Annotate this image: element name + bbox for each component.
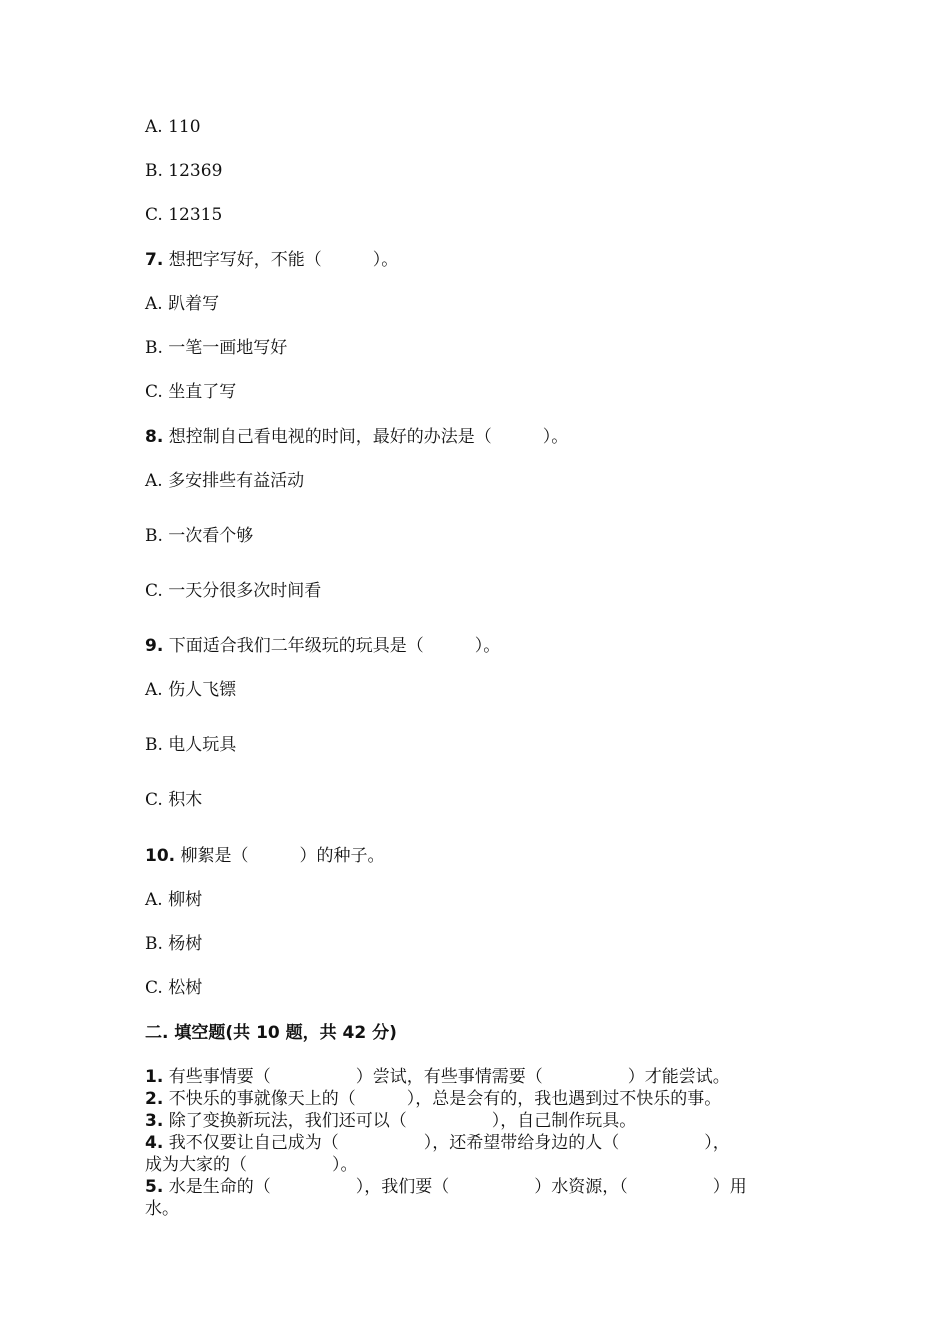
question-9	[145, 635, 500, 657]
fill-item-4	[145, 1132, 730, 1154]
q10-option-a: A. 柳树	[145, 890, 203, 910]
item-text: 我不仅要让自己成为（ ），还希望带给身边的人（ ），	[168, 1133, 730, 1153]
fill-item-2	[145, 1088, 721, 1110]
item-text: 有些事情要（ ）尝试，有些事情需要（ ）才能尝试。	[168, 1067, 730, 1087]
q7-option-c: C. 坐直了写	[145, 382, 237, 402]
q6-option-b: B. 12369	[145, 161, 223, 181]
question-number: 10.	[145, 846, 176, 866]
q6-option-a: A. 110	[145, 117, 201, 137]
question-number: 9.	[145, 636, 164, 656]
question-text: 想控制自己看电视的时间，最好的办法是（ ）。	[168, 427, 569, 447]
question-10	[145, 845, 385, 867]
fill-item-4-continuation: 成为大家的（ ）。	[145, 1155, 358, 1175]
q10-option-b: B. 杨树	[145, 934, 203, 954]
item-number: 1.	[145, 1067, 164, 1087]
question-number: 7.	[145, 250, 164, 270]
item-number: 2.	[145, 1089, 164, 1109]
q8-option-a: A. 多安排些有益活动	[145, 471, 305, 491]
fill-item-5-continuation: 水。	[145, 1199, 179, 1219]
fill-item-1	[145, 1066, 730, 1088]
item-number: 4.	[145, 1133, 164, 1153]
question-8	[145, 426, 568, 448]
q7-option-b: B. 一笔一画地写好	[145, 338, 288, 358]
fill-item-5	[145, 1176, 747, 1198]
q6-option-c: C. 12315	[145, 205, 223, 225]
q9-option-c: C. 积木	[145, 790, 203, 810]
fill-item-3	[145, 1110, 636, 1132]
question-text: 想把字写好，不能（ ）。	[168, 250, 399, 270]
q8-option-b: B. 一次看个够	[145, 526, 254, 546]
item-number: 3.	[145, 1111, 164, 1131]
item-text: 水是生命的（ ），我们要（ ）水资源，（ ）用	[168, 1177, 747, 1197]
q9-option-b: B. 电人玩具	[145, 735, 237, 755]
q7-option-a: A. 趴着写	[145, 294, 220, 314]
q10-option-c: C. 松树	[145, 978, 203, 998]
q8-option-c: C. 一天分很多次时间看	[145, 581, 322, 601]
question-number: 8.	[145, 427, 164, 447]
item-text: 除了变换新玩法，我们还可以（ ），自己制作玩具。	[168, 1111, 637, 1131]
item-number: 5.	[145, 1177, 164, 1197]
item-text: 不快乐的事就像天上的（ ），总是会有的，我也遇到过不快乐的事。	[168, 1089, 722, 1109]
section-heading: 二. 填空题(共 10 题，共 42 分)	[145, 1023, 397, 1043]
question-text: 柳絮是（ ）的种子。	[180, 846, 385, 866]
q9-option-a: A. 伤人飞镖	[145, 680, 237, 700]
question-7	[145, 249, 398, 271]
question-text: 下面适合我们二年级玩的玩具是（ ）。	[168, 636, 501, 656]
